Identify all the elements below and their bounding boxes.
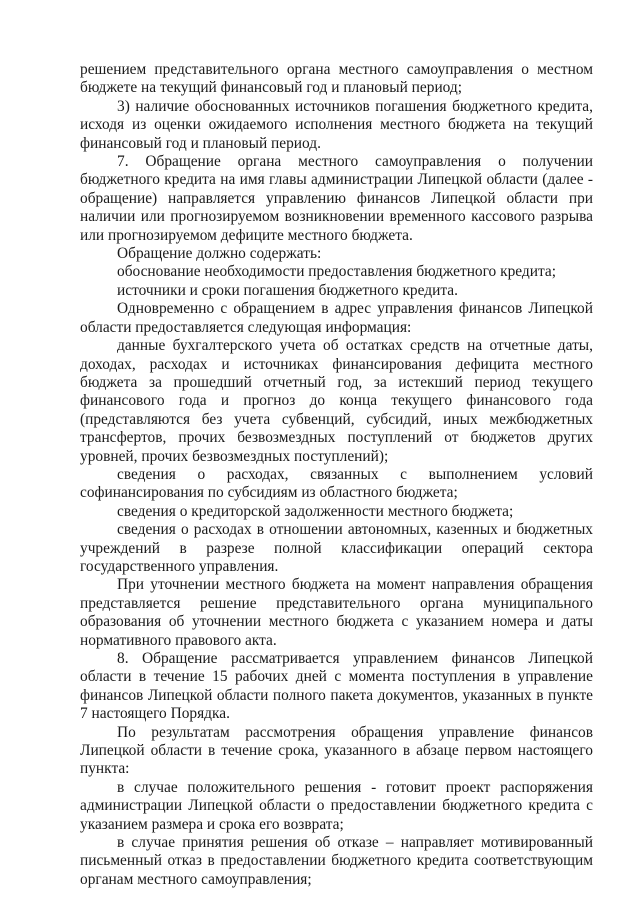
paragraph: в случае принятия решения об отказе – направляет мотивированный письменный отказ в предоставлении бюджетного кредита соответствующим органам местного самоуправления; [80,834,593,888]
paragraph: При уточнении местного бюджета на момент направления обращения представляется решение представительного органа муниципального образования об уточнении местного бюджета с указанием номера и даты нормативного правового акта. [80,576,593,649]
paragraph: 8. Обращение рассматривается управлением финансов Липецкой области в течение 15 рабочих дней с момента поступления в управление финансов Липецкой области полного пакета документов, указанных в пункте 7 настоящего Порядка. [80,650,593,723]
paragraph: Одновременно с обращением в адрес управления финансов Липецкой области предоставляется следующая информация: [80,300,593,336]
paragraph: сведения о кредиторской задолженности местного бюджета; [117,502,514,520]
paragraph: обоснование необходимости предоставления бюджетного кредита; [117,263,556,281]
paragraph: решением представительного органа местного самоуправления о местном бюджете на текущий финансовый год и плановый период; [80,61,593,97]
paragraph: сведения о расходах, связанных с выполнением условий софинансирования по субсидиям из областного бюджета; [80,465,593,502]
paragraph: По результатам рассмотрения обращения управление финансов Липецкой области в течение срока, указанного в абзаце первом настоящего пункта: [80,723,593,778]
paragraph: данные бухгалтерского учета об остатках средств на отчетные даты, доходах, расходах и источниках финансирования дефицита местного бюджета за прошедший отчетный год, за истекший период текущего финансового года и прогноз до конца текущего финансового года (представляются без учета субвенций, субсидий, иных межбюджетных трансфертов, прочих безвозмездных поступлений от бюджетов других уровней, прочих безвозмездных поступлений); [80,337,593,465]
paragraph: в случае положительного решения - готовит проект распоряжения администрации Липецкой области о предоставлении бюджетного кредита с указанием размера и срока его возврата; [80,778,593,833]
paragraph: 3) наличие обоснованных источников погашения бюджетного кредита, исходя из оценки ожидаемого исполнения местного бюджета на текущий финансовый год и плановый период. [80,97,593,152]
document-page [80,61,593,889]
paragraph: Обращение должно содержать: [117,245,322,263]
paragraph: источники и сроки погашения бюджетного кредита. [117,281,458,299]
paragraph: сведения о расходах в отношении автономных, казенных и бюджетных учреждений в разрезе полной классификации операций сектора государственного управления. [80,521,593,575]
paragraph: 7. Обращение органа местного самоуправления о получении бюджетного кредита на имя главы администрации Липецкой области (далее - обращение) направляется управлению финансов Липецкой области при наличии или прогнозируемом возникновении временного кассового разрыва или прогнозируемом дефиците местного бюджета. [80,153,593,244]
